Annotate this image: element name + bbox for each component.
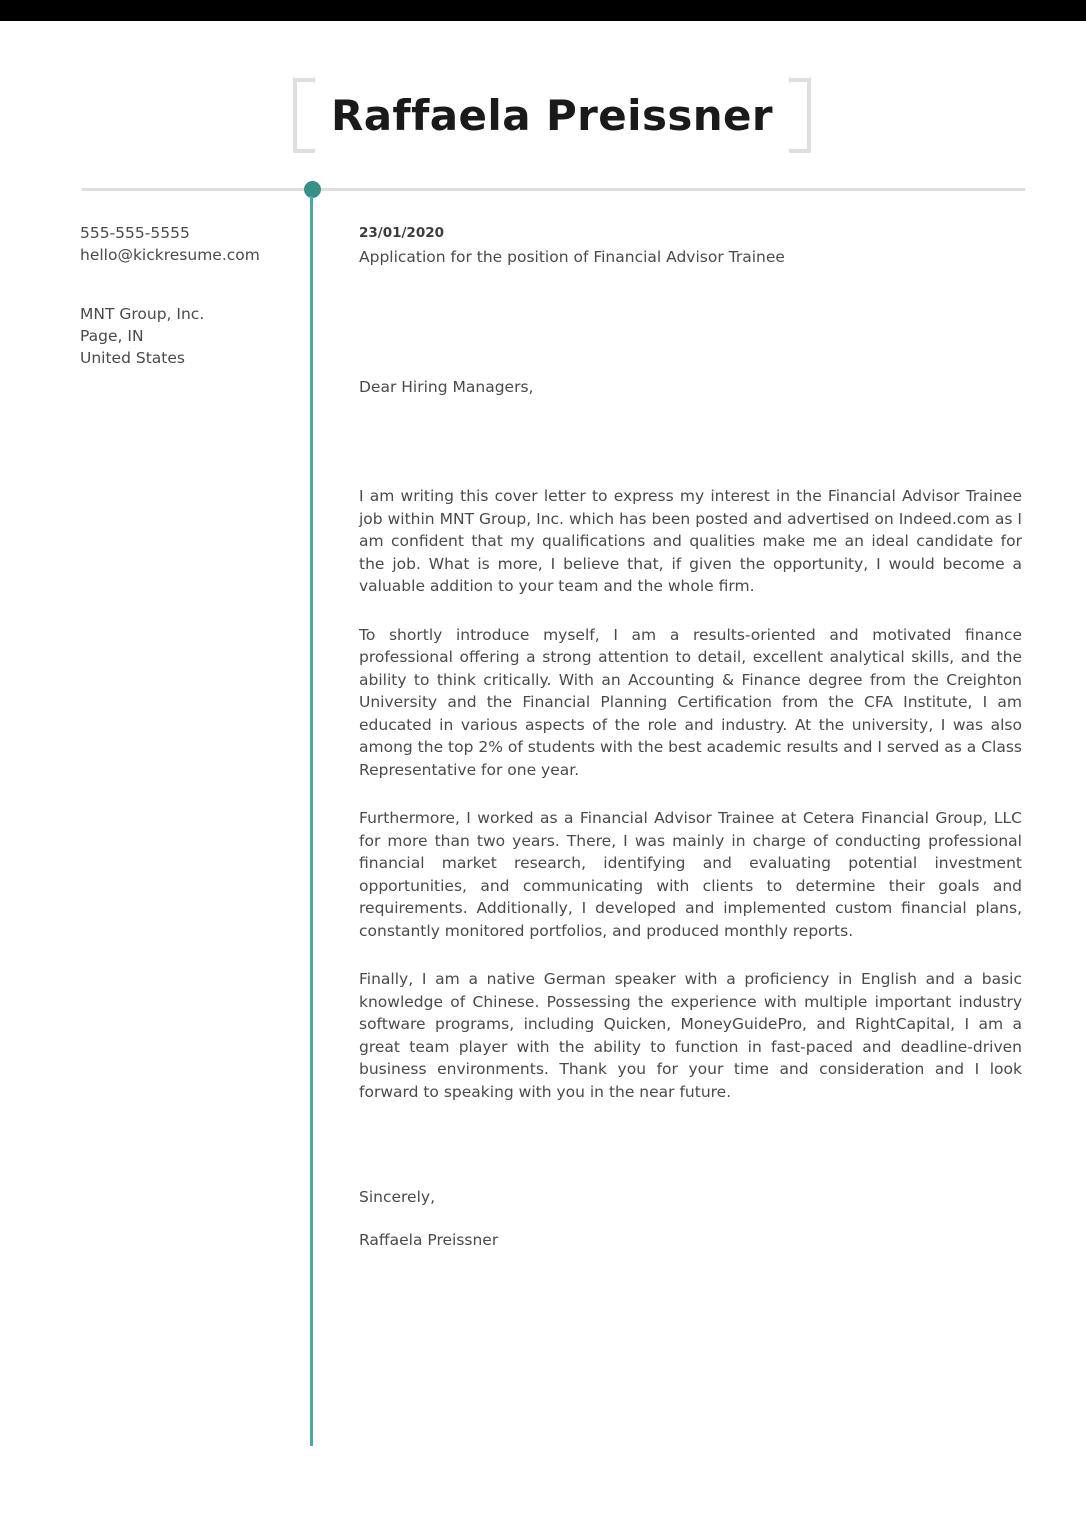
letter-paragraph: To shortly introduce myself, I am a results-oriented and motivated finance professional offering a strong attention to detail, excellent analytical skills, and the ability to think critically. With an Accounting & Finance degree from the Creighton University and the Financial Planning Certification from the CFA Institute, I am educated in various aspects of the role and industry. At the university, I was also among the top 2% of students with the best academic results and I served as a Class Representative for one year. (359, 625, 1022, 779)
letter-closing-block (359, 1186, 1022, 1251)
recipient-company: MNT Group, Inc. (80, 305, 205, 323)
sender-contact-block (80, 222, 290, 266)
timeline-vertical-line (310, 196, 313, 1446)
recipient-address-block (80, 303, 290, 369)
page-top-band (0, 0, 1086, 21)
letter-paragraph: Finally, I am a native German speaker with a proficiency in English and a basic knowledge of Chinese. Possessing the experience with multiple important industry software programs, including Quicken, MoneyGuidePro, and RightCapital, I am a great team player with the ability to function in fast-paced and deadline-driven business environments. Thank you for your time and consideration and I look forward to speaking with you in the near future. (359, 970, 1022, 1101)
letter-date: 23/01/2020 (359, 225, 445, 241)
letter-header (0, 21, 1086, 181)
recipient-city-state: Page, IN (80, 327, 144, 345)
letter-subject: Application for the position of Financial Advisor Trainee (359, 248, 785, 266)
name-block (293, 78, 811, 153)
header-divider-rule (82, 188, 1025, 191)
sidebar-contact-column (80, 222, 290, 369)
sender-phone: 555-555-5555 (80, 224, 190, 242)
letter-salutation: Dear Hiring Managers, (359, 378, 534, 396)
letter-body-column (359, 224, 1022, 1251)
letter-paragraph: Furthermore, I worked as a Financial Advisor Trainee at Cetera Financial Group, LLC for more than two years. There, I was mainly in charge of conducting professional financial market research, identifying and evaluating potential investment opportunities, and communicating with clients to determine their goals and requirements. Additionally, I developed and implemented custom financial plans, constantly monitored portfolios, and produced monthly reports. (359, 809, 1022, 940)
signature-name: Raffaela Preissner (359, 1231, 499, 1249)
applicant-name: Raffaela Preissner (330, 91, 774, 140)
letter-paragraphs (359, 485, 1022, 1103)
recipient-country: United States (80, 349, 185, 367)
closing-salutation: Sincerely, (359, 1188, 436, 1206)
sender-email: hello@kickresume.com (80, 246, 260, 264)
letter-paragraph: I am writing this cover letter to express my interest in the Financial Advisor Trainee job within MNT Group, Inc. which has been posted and advertised on Indeed.com as I am confident that my qualifications and qualities make me an ideal candidate for the job. What is more, I believe that, if given the opportunity, I would become a valuable addition to your team and the whole firm. (359, 487, 1022, 595)
